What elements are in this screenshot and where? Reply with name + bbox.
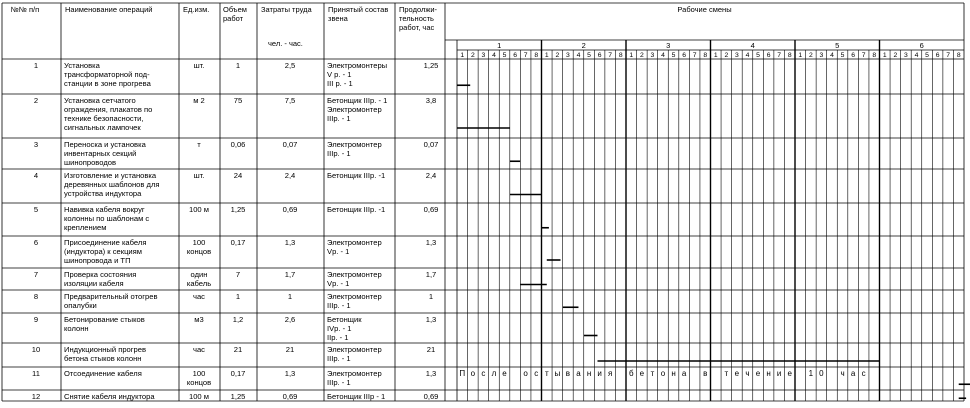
operation-name: Навивка кабеля вокруг xyxy=(64,205,145,214)
cooling-note-letter: ч xyxy=(745,369,750,378)
hour-number: 5 xyxy=(756,52,760,59)
volume: 0,17 xyxy=(230,238,246,247)
crew: Электромонтер xyxy=(327,238,382,247)
hour-number: 5 xyxy=(840,52,845,59)
unit: т xyxy=(197,140,201,149)
crew: IIр. - 1 xyxy=(327,333,349,342)
unit: концов xyxy=(186,247,212,256)
hour-number: 6 xyxy=(513,52,517,59)
volume: 1,25 xyxy=(230,205,246,214)
crew: Бетонщик IIIр. -1 xyxy=(327,205,386,214)
row-num: 1 xyxy=(33,61,39,70)
shift-number: 6 xyxy=(919,41,924,50)
operation-name: (индуктора) к секциям xyxy=(64,247,142,256)
operation-name: Отсоединение кабеля xyxy=(64,369,142,378)
crew: Электромонтер xyxy=(327,140,382,149)
duration: 21 xyxy=(426,345,436,354)
cooling-note-letter: 1 xyxy=(808,369,814,378)
cooling-note-letter: в xyxy=(565,369,571,378)
hour-number: 6 xyxy=(597,52,602,59)
hour-number: 5 xyxy=(671,52,676,59)
operation-name: Снятие кабеля индуктора xyxy=(64,392,155,401)
crew: IVр. - 1 xyxy=(327,324,352,333)
volume: 1,25 xyxy=(230,392,246,401)
hour-number: 3 xyxy=(650,52,655,59)
cooling-note-letter: о xyxy=(660,369,666,378)
operation-name: шинопровода и ТП xyxy=(64,256,131,265)
header-crew: звена xyxy=(328,14,348,23)
crew: Бетонщик IIIр. -1 xyxy=(327,171,386,180)
operation-name: сигнальных лампочек xyxy=(64,123,141,132)
hour-number: 7 xyxy=(777,52,782,59)
cooling-note-letter: с xyxy=(861,369,866,378)
row-num: 9 xyxy=(33,315,39,324)
cooling-note-letter: с xyxy=(481,369,486,378)
header-labor: Затраты труда xyxy=(261,5,312,14)
hour-number: 8 xyxy=(618,52,623,59)
row-num: 3 xyxy=(33,140,39,149)
labor-cost: 1 xyxy=(287,292,293,301)
unit: 100 xyxy=(192,238,206,247)
operation-name: Переноска и установка xyxy=(64,140,146,149)
hour-number: 1 xyxy=(544,52,549,59)
unit: 100 м xyxy=(188,205,210,214)
crew: IIIр. - 1 xyxy=(327,114,351,123)
hour-number: 1 xyxy=(629,52,634,59)
crew: Бетонщик IIIр. - 1 xyxy=(327,96,388,105)
labor-cost: 1,7 xyxy=(284,270,296,279)
header-unit: Ед.изм. xyxy=(183,5,210,14)
operation-name: Присоединение кабеля xyxy=(64,238,147,247)
hour-number: 8 xyxy=(703,52,708,59)
volume: 7 xyxy=(235,270,241,279)
crew: Электромонтер xyxy=(327,105,382,114)
cooling-note-letter: е xyxy=(502,369,507,378)
shift-number: 4 xyxy=(750,41,755,50)
cooling-note-letter: о xyxy=(470,369,476,378)
unit: час xyxy=(193,345,205,354)
labor-cost: 0,69 xyxy=(282,205,298,214)
crew: Электромонтеры xyxy=(327,61,388,70)
shift-number: 3 xyxy=(666,41,671,50)
header-num: №№ п/п xyxy=(10,5,40,14)
header-crew: Принятый состав xyxy=(328,5,389,14)
unit: м 2 xyxy=(193,96,205,105)
cooling-note-letter: е xyxy=(787,369,792,378)
crew: Бетонщик IIIр - 1 xyxy=(327,392,386,401)
hour-number: 4 xyxy=(661,52,665,59)
operation-name: деревянных шаблонов для xyxy=(64,180,160,189)
cooling-note-letter: б xyxy=(628,369,634,378)
operation-name: Изготовление и установка xyxy=(64,171,157,180)
hour-number: 8 xyxy=(956,52,961,59)
volume: 1 xyxy=(235,61,241,70)
hour-number: 5 xyxy=(925,52,929,59)
cooling-note-letter: а xyxy=(681,369,687,378)
cooling-note-letter: т xyxy=(650,369,655,378)
cooling-note-letter: т xyxy=(724,369,729,378)
hour-number: 3 xyxy=(566,52,570,59)
cooling-note-letter: е xyxy=(639,369,645,378)
hour-number: 7 xyxy=(608,52,613,59)
volume: 0,06 xyxy=(230,140,246,149)
cooling-note-letter: а xyxy=(850,369,856,378)
volume: 1,2 xyxy=(232,315,244,324)
volume: 75 xyxy=(233,96,243,105)
duration: 0,69 xyxy=(423,392,439,401)
hour-number: 6 xyxy=(682,52,686,59)
crew: Vр. - 1 xyxy=(327,247,350,256)
hour-number: 6 xyxy=(766,52,771,59)
duration: 1,3 xyxy=(425,315,437,324)
unit: час xyxy=(193,292,205,301)
unit: шт. xyxy=(193,171,205,180)
cooling-note-letter: П xyxy=(459,369,466,378)
cooling-note-letter: с xyxy=(534,369,539,378)
duration: 2,4 xyxy=(425,171,437,180)
table-grid xyxy=(2,3,964,401)
labor-cost: 21 xyxy=(285,345,295,354)
labor-cost: 7,5 xyxy=(284,96,296,105)
operation-name: колонны по шаблонам с xyxy=(64,214,150,223)
hour-number: 8 xyxy=(872,52,877,59)
row-num: 7 xyxy=(33,270,39,279)
unit: шт. xyxy=(193,61,205,70)
unit: м3 xyxy=(194,315,204,324)
cooling-note-letter: в xyxy=(703,369,708,378)
cooling-note-letter: я xyxy=(607,369,613,378)
crew: IIIр. - 1 xyxy=(327,149,351,158)
header-shifts-title: Рабочие смены xyxy=(677,5,732,14)
operation-name: опалубки xyxy=(64,301,97,310)
hour-number: 8 xyxy=(787,52,792,59)
row-num: 2 xyxy=(33,96,39,105)
shift-number: 5 xyxy=(835,41,840,50)
cooling-note-letter: н xyxy=(671,369,676,378)
duration: 1,3 xyxy=(425,238,437,247)
volume: 21 xyxy=(233,345,243,354)
operation-name: креплением xyxy=(64,223,107,232)
hour-number: 7 xyxy=(692,52,697,59)
cooling-note-letter: н xyxy=(766,369,771,378)
crew: Vр. - 1 xyxy=(327,279,350,288)
operation-name: колонн xyxy=(64,324,89,333)
row-num: 8 xyxy=(33,292,39,301)
hour-number: 5 xyxy=(502,52,507,59)
hour-number: 3 xyxy=(735,52,739,59)
unit: 100 xyxy=(192,369,206,378)
labor-cost: 2,5 xyxy=(284,61,296,70)
row-num: 5 xyxy=(33,205,39,214)
cooling-note-letter: а xyxy=(576,369,581,378)
crew: Электромонтер xyxy=(327,345,382,354)
hour-number: 7 xyxy=(946,52,951,59)
operation-name: устройства индуктора xyxy=(64,189,142,198)
operation-name: трансформаторной под- xyxy=(64,70,150,79)
duration: 1,25 xyxy=(423,61,439,70)
labor-cost: 2,6 xyxy=(284,315,296,324)
hour-number: 6 xyxy=(851,52,855,59)
row-num: 10 xyxy=(31,345,41,354)
hour-number: 2 xyxy=(724,52,729,59)
unit: 100 м xyxy=(188,392,210,401)
unit: концов xyxy=(186,378,212,387)
row-num: 12 xyxy=(31,392,41,401)
hour-number: 4 xyxy=(745,52,750,59)
crew: IIIр. - 1 xyxy=(327,354,351,363)
row-num: 11 xyxy=(32,369,40,378)
operation-name: Индукционный прогрев xyxy=(64,345,147,354)
volume: 1 xyxy=(235,292,241,301)
header-duration: Продолжи- xyxy=(399,5,438,14)
header-labor-unit: чел. - час. xyxy=(268,39,303,48)
crew: IIIр. - 1 xyxy=(327,301,351,310)
labor-cost: 1,3 xyxy=(284,238,296,247)
header-volume: Объем xyxy=(223,5,247,14)
hour-number: 4 xyxy=(576,52,581,59)
hour-number: 4 xyxy=(492,52,496,59)
duration: 1,3 xyxy=(425,369,437,378)
hour-number: 3 xyxy=(819,52,824,59)
header-volume: работ xyxy=(223,14,244,23)
hour-number: 4 xyxy=(914,52,919,59)
hour-number: 3 xyxy=(904,52,908,59)
cooling-note-letter: ч xyxy=(840,369,845,378)
duration: 1 xyxy=(428,292,434,301)
hour-number: 3 xyxy=(481,52,486,59)
operation-name: инвентарных секций xyxy=(64,149,137,158)
hour-number: 6 xyxy=(935,52,940,59)
hour-number: 1 xyxy=(882,52,887,59)
crew: Бетонщик xyxy=(327,315,362,324)
operation-name: технике безопасности, xyxy=(64,114,144,123)
hour-number: 2 xyxy=(470,52,475,59)
cooling-note-letter: е xyxy=(755,369,761,378)
operation-name: Установка сетчатого xyxy=(64,96,136,105)
cooling-note-letter: и xyxy=(776,369,782,378)
hour-number: 2 xyxy=(893,52,898,59)
hour-number: 7 xyxy=(861,52,866,59)
hour-number: 5 xyxy=(587,52,591,59)
operation-name: Проверка состояния xyxy=(64,270,137,279)
hour-number: 1 xyxy=(713,52,718,59)
duration: 0,69 xyxy=(423,205,439,214)
operation-name: изоляции кабеля xyxy=(64,279,124,288)
hour-number: 4 xyxy=(830,52,834,59)
crew: Электромонтер xyxy=(327,369,382,378)
volume: 24 xyxy=(233,171,243,180)
hour-number: 1 xyxy=(798,52,803,59)
cooling-note-letter: т xyxy=(544,369,549,378)
row-num: 4 xyxy=(33,171,39,180)
operation-name: Установка xyxy=(64,61,100,70)
row-num: 6 xyxy=(33,238,39,247)
shift-number: 2 xyxy=(581,41,586,50)
operation-name: ограждения, плакатов по xyxy=(64,105,153,114)
duration: 1,7 xyxy=(425,270,437,279)
duration: 3,8 xyxy=(425,96,437,105)
hour-number: 2 xyxy=(808,52,813,59)
unit: один xyxy=(190,270,208,279)
volume: 0,17 xyxy=(230,369,246,378)
shift-number: 1 xyxy=(497,41,502,50)
crew: IIIр. - 1 xyxy=(327,378,351,387)
operation-name: станции в зоне прогрева xyxy=(64,79,151,88)
cooling-note-letter: л xyxy=(491,369,497,378)
cooling-note-letter: 0 xyxy=(819,369,824,378)
operation-name: Бетонирование стыков xyxy=(64,315,145,324)
crew: V р. - 1 xyxy=(327,70,352,79)
hour-number: 2 xyxy=(555,52,560,59)
labor-cost: 2,4 xyxy=(284,171,296,180)
cooling-note-letter: н xyxy=(586,369,592,378)
cooling-note-letter: ы xyxy=(554,369,561,378)
crew: Электромонтер xyxy=(327,292,382,301)
header-duration: тельность xyxy=(399,14,434,23)
cooling-note-letter: е xyxy=(734,369,740,378)
header-operation: Наименование операций xyxy=(65,5,153,14)
cooling-note-letter: и xyxy=(597,369,602,378)
crew: III р. - 1 xyxy=(327,79,353,88)
operation-name: бетона стыков колонн xyxy=(64,354,142,363)
labor-cost: 0,69 xyxy=(282,392,298,401)
operation-name: шинопроводов xyxy=(64,158,117,167)
operation-name: Предварительный отогрев xyxy=(64,292,158,301)
hour-number: 8 xyxy=(534,52,539,59)
labor-cost: 1,3 xyxy=(284,369,296,378)
hour-number: 1 xyxy=(460,52,465,59)
duration: 0,07 xyxy=(423,140,439,149)
crew: Электромонтер xyxy=(327,270,382,279)
unit: кабель xyxy=(186,279,212,288)
header-duration: работ, час xyxy=(399,23,435,32)
cooling-note-letter: о xyxy=(523,369,528,378)
schedule-bars xyxy=(457,85,970,398)
hour-number: 2 xyxy=(639,52,644,59)
labor-cost: 0,07 xyxy=(282,140,298,149)
hour-number: 7 xyxy=(523,52,528,59)
